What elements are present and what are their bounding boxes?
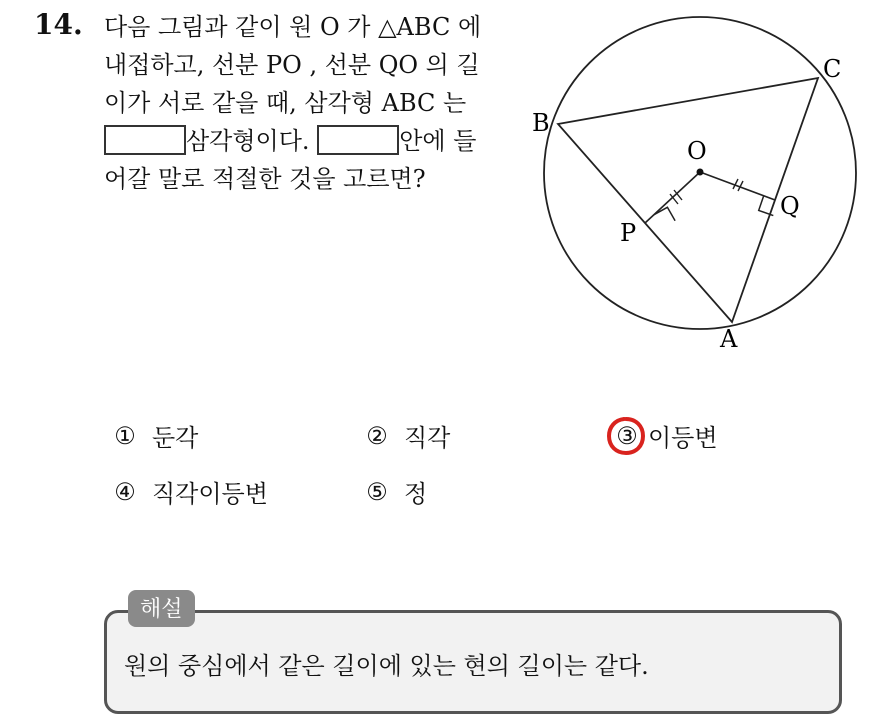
answer-blank-2 bbox=[317, 125, 399, 155]
label-p: P bbox=[620, 219, 637, 247]
question-line-4b: 안에 들 bbox=[399, 127, 477, 155]
choice-5-mark: ⑤ bbox=[366, 477, 388, 506]
triangle-abc bbox=[558, 78, 818, 322]
choice-1-text: 둔각 bbox=[152, 424, 199, 452]
question-line-4a: 삼각형이다. bbox=[186, 127, 310, 155]
geometry-figure bbox=[520, 0, 884, 360]
right-angle-mark-p bbox=[654, 207, 675, 221]
choice-2-mark: ② bbox=[366, 421, 388, 450]
choice-4-mark: ④ bbox=[114, 477, 136, 506]
answer-circle-icon bbox=[606, 416, 646, 456]
solution-text: 원의 중심에서 같은 길이에 있는 현의 길이는 같다. bbox=[124, 652, 649, 680]
answer-blank-1 bbox=[104, 125, 186, 155]
label-q: Q bbox=[780, 192, 800, 220]
question-line-5: 어갈 말로 적절한 것을 고르면? bbox=[104, 165, 426, 193]
choice-4[interactable] bbox=[110, 474, 268, 509]
choice-3-text: 이등변 bbox=[648, 424, 718, 452]
choice-3[interactable] bbox=[612, 418, 718, 453]
label-c: C bbox=[823, 55, 842, 83]
label-b: B bbox=[532, 109, 550, 137]
question-number: 14. bbox=[34, 8, 83, 41]
question-line-4 bbox=[104, 122, 524, 160]
choice-2-text: 직각 bbox=[404, 424, 451, 452]
choice-5-text: 정 bbox=[404, 480, 428, 508]
choice-3-mark: ③ bbox=[612, 422, 642, 450]
label-o: O bbox=[687, 137, 707, 165]
choice-1-mark: ① bbox=[114, 421, 136, 450]
choice-5[interactable] bbox=[362, 474, 427, 509]
question-line-1: 다음 그림과 같이 원 O 가 △ABC 에 bbox=[104, 13, 482, 41]
solution-tag: 해설 bbox=[128, 590, 195, 627]
segment-qo bbox=[700, 172, 775, 200]
choice-4-text: 직각이등변 bbox=[152, 480, 268, 508]
choice-2[interactable] bbox=[362, 418, 450, 453]
center-point-o bbox=[697, 169, 704, 176]
question-line-2: 내접하고, 선분 PO , 선분 QO 의 길 bbox=[104, 51, 480, 79]
label-a: A bbox=[720, 325, 738, 353]
question-text bbox=[104, 8, 524, 198]
choice-1[interactable] bbox=[110, 418, 198, 453]
question-line-3: 이가 서로 같을 때, 삼각형 ABC 는 bbox=[104, 89, 467, 117]
